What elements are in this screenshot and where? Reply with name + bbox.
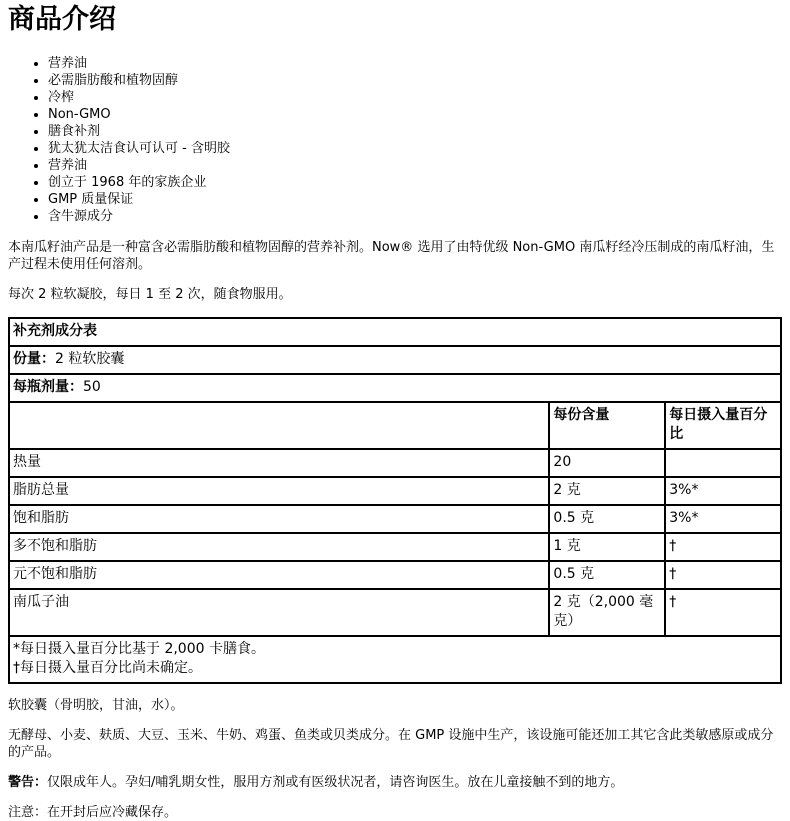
warning-label: 警告：: [8, 775, 48, 790]
table-row: [9, 449, 781, 477]
usage-directions: 每次 2 粒软凝胶，每日 1 至 2 次，随食物服用。: [8, 287, 292, 302]
feature-item: • 含牛源成分: [48, 208, 782, 225]
nutrient-dv: †: [665, 561, 781, 589]
feature-item: • Non-GMO: [48, 106, 782, 123]
facts-footnotes: [9, 636, 781, 683]
nutrient-amount: 2 克: [549, 477, 665, 505]
nutrient-name: 饱和脂肪: [9, 505, 549, 533]
nutrient-amount: 0.5 克: [549, 505, 665, 533]
nutrient-dv: †: [665, 533, 781, 561]
product-description: 本南瓜籽油产品是一种富含必需脂肪酸和植物固醇的营养补剂。Now® 选用了由特优级 Non-GMO 南瓜籽经冷压制成的南瓜籽油，生产过程未使用任何溶剂。: [8, 240, 775, 272]
serving-size-label: 份量：: [13, 351, 55, 367]
allergen-statement: 无酵母、小麦、麸质、大豆、玉米、牛奶、鸡蛋、鱼类或贝类成分。在 GMP 设施中生产，该设施可能还加工其它含此类敏感原或成分的产品。: [8, 728, 774, 760]
nutrient-name: 元不饱和脂肪: [9, 561, 549, 589]
nutrient-dv: 3%*: [665, 477, 781, 505]
feature-list: [8, 55, 782, 225]
serving-size: [9, 346, 781, 374]
servings-per-value: 50: [83, 379, 101, 395]
table-row: [9, 561, 781, 589]
table-row: [9, 505, 781, 533]
table-row: [9, 477, 781, 505]
serving-size-value: 2 粒软胶囊: [55, 351, 125, 367]
table-row: [9, 589, 781, 636]
facts-column-header-row: [9, 402, 781, 449]
feature-item: • 膳食补剂: [48, 123, 782, 140]
nutrient-dv: 3%*: [665, 505, 781, 533]
feature-item: • 犹太犹太洁食认可认可 - 含明胶: [48, 140, 782, 157]
nutrient-name: 热量: [9, 449, 549, 477]
footnote-not-established: †每日摄入量百分比尚未确定。: [13, 660, 202, 676]
nutrient-amount: 1 克: [549, 533, 665, 561]
facts-heading: 补充剂成分表: [9, 318, 781, 346]
nutrient-name: 南瓜子油: [9, 589, 549, 636]
feature-item: • 必需脂肪酸和植物固醇: [48, 72, 782, 89]
nutrient-name: 多不饱和脂肪: [9, 533, 549, 561]
nutrient-amount: 20: [549, 449, 665, 477]
servings-per-label: 每瓶剂量：: [13, 379, 83, 395]
nutrient-amount: 2 克（2,000 毫克）: [549, 589, 665, 636]
storage-note: 注意：在开封后应冷藏保存。: [8, 805, 178, 820]
other-ingredients: 软胶囊（骨明胶，甘油，水）。: [8, 698, 184, 713]
table-row: [9, 533, 781, 561]
warning-statement: [8, 774, 782, 791]
feature-item: • 创立于 1968 年的家族企业: [48, 174, 782, 191]
feature-item: • GMP 质量保证: [48, 191, 782, 208]
supplement-facts-table: [8, 317, 782, 684]
feature-item: • 营养油: [48, 157, 782, 174]
warning-text: 仅限成年人。孕妇/哺乳期女性，服用方剂或有医级状况者，请咨询医生。放在儿童接触不到的地方。: [47, 775, 624, 790]
feature-item: • 冷榨: [48, 89, 782, 106]
feature-item: • 营养油: [48, 55, 782, 72]
nutrient-name: 脂肪总量: [9, 477, 549, 505]
footnote-daily-value: *每日摄入量百分比基于 2,000 卡膳食。: [13, 641, 265, 657]
nutrient-dv: [665, 449, 781, 477]
servings-per-container: [9, 374, 781, 402]
nutrient-amount: 0.5 克: [549, 561, 665, 589]
page-title: 商品介绍: [8, 4, 116, 35]
col-header-amount: 每份含量: [549, 402, 665, 449]
nutrient-dv: †: [665, 589, 781, 636]
col-header-dv: 每日摄入量百分比: [665, 402, 781, 449]
header-blank-cell: [9, 402, 549, 449]
